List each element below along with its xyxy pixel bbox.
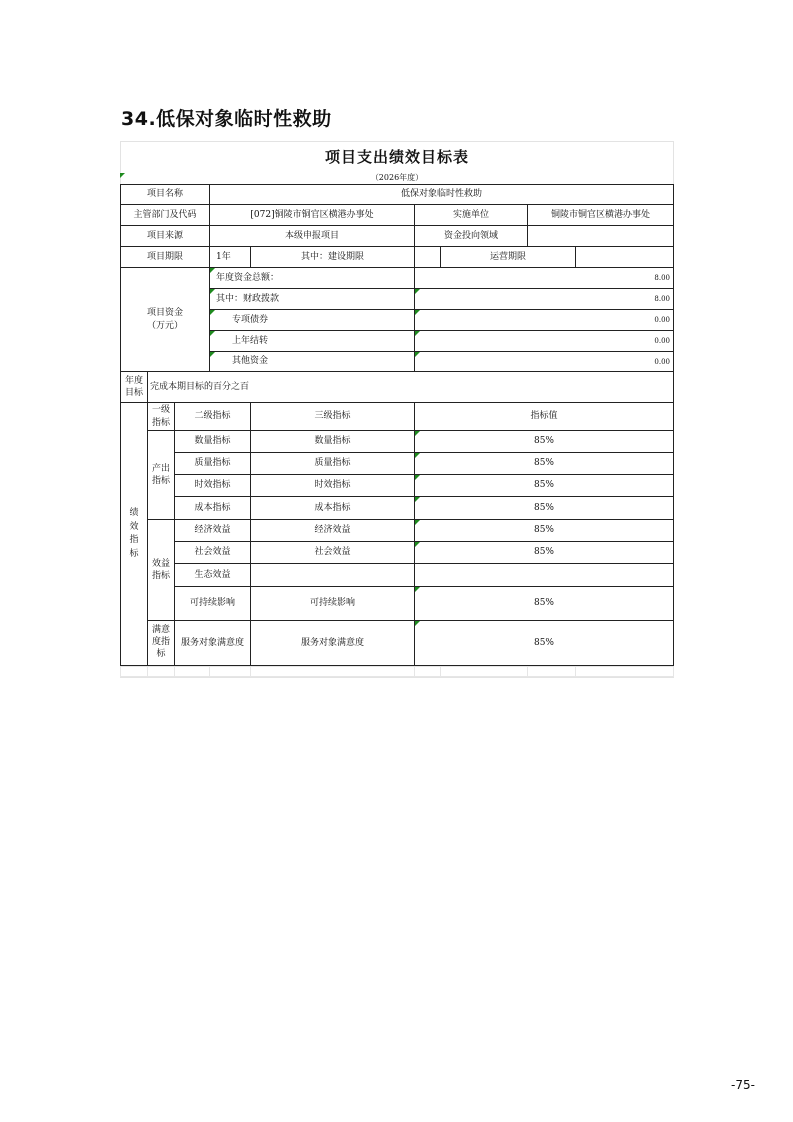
indicator-value: 85% (414, 430, 674, 453)
dept-label: 主管部门及代码 (120, 204, 210, 226)
funds-label-line1: 项目资金 (146, 308, 183, 319)
indicator-level2: 服务对象满意度 (174, 620, 251, 666)
indicator-level3: 可持续影响 (250, 586, 415, 621)
grid-cell (250, 666, 415, 677)
grid-cell (440, 666, 528, 677)
indicator-value: 85% (414, 586, 674, 621)
funds-label (120, 267, 210, 372)
year-label: （2026年度） (370, 173, 424, 182)
invest-area-value (527, 225, 674, 247)
output-indicator-group (147, 430, 175, 520)
indicator-value: 85% (414, 541, 674, 564)
output-label-1: 产出 (151, 463, 170, 474)
satisfaction-label-3: 标 (156, 648, 166, 659)
indicator-level2: 社会效益 (174, 541, 251, 564)
indicator-value: 85% (414, 474, 674, 497)
level1-header (147, 402, 175, 431)
grid-cell (174, 666, 210, 677)
level1-header-2: 指标 (151, 417, 170, 428)
satisfaction-indicator-group (147, 620, 175, 666)
indicator-level2: 可持续影响 (174, 586, 251, 621)
section-title: 34.低保对象临时性救助 (121, 108, 332, 130)
grid-cell (527, 666, 576, 677)
carryover-value: 0.00 (414, 330, 674, 352)
funds-label-line2: （万元） (146, 320, 183, 331)
period-value: 1年 (209, 246, 251, 268)
indicator-level3: 时效指标 (250, 474, 415, 497)
indicator-value: 85% (414, 496, 674, 520)
satisfaction-label-2: 度指 (151, 637, 170, 648)
indicator-value: 85% (414, 519, 674, 542)
indicator-level3 (250, 563, 415, 587)
build-period-value (414, 246, 441, 268)
dept-value: [072]铜陵市铜官区横港办事处 (209, 204, 415, 226)
perf-char-1: 绩 (129, 508, 139, 518)
benefit-indicator-group (147, 519, 175, 621)
indicator-level2: 质量指标 (174, 452, 251, 475)
grid-cell (209, 666, 251, 677)
special-bond-value: 0.00 (414, 309, 674, 331)
indicator-level3: 社会效益 (250, 541, 415, 564)
annual-goal-label (120, 371, 148, 403)
level3-header: 三级指标 (250, 402, 415, 431)
indicator-level3: 经济效益 (250, 519, 415, 542)
indicator-level2: 成本指标 (174, 496, 251, 520)
indicator-level3: 服务对象满意度 (250, 620, 415, 666)
annual-total-label: 年度资金总额： (209, 267, 415, 289)
impl-unit-value: 铜陵市铜官区横港办事处 (527, 204, 674, 226)
fiscal-label: 其中：财政拨款 (209, 288, 415, 310)
indicator-level3: 质量指标 (250, 452, 415, 475)
grid-cell (147, 666, 175, 677)
grid-cell (414, 666, 441, 677)
project-name-label: 项目名称 (120, 184, 210, 205)
project-name-value: 低保对象临时性救助 (209, 184, 674, 205)
level1-header-1: 一级 (151, 405, 170, 416)
perf-char-2: 效 (129, 521, 139, 532)
invest-area-label: 资金投向领域 (414, 225, 528, 247)
annual-goal-label-2: 目标 (124, 388, 143, 398)
impl-unit-label: 实施单位 (414, 204, 528, 226)
annual-total-value: 8.00 (414, 267, 674, 289)
annual-goal-label-1: 年度 (124, 375, 143, 386)
page-number: -75- (731, 1078, 755, 1092)
source-label: 项目来源 (120, 225, 210, 247)
perf-char-4: 标 (129, 548, 139, 559)
annual-goal-value: 完成本期目标的百分之百 (147, 371, 674, 403)
indicator-level3: 成本指标 (250, 496, 415, 520)
output-label-2: 指标 (151, 476, 170, 486)
indicator-value-header: 指标值 (414, 402, 674, 431)
level2-header: 二级指标 (174, 402, 251, 431)
indicator-level2: 数量指标 (174, 430, 251, 453)
grid-cell (120, 666, 148, 677)
benefit-label-1: 效益 (151, 558, 170, 569)
other-funds-value: 0.00 (414, 351, 674, 372)
perf-char-3: 指 (129, 535, 139, 545)
oper-period-value (575, 246, 674, 268)
perf-indicator-label (120, 402, 148, 666)
other-funds-label: 其他资金 (209, 351, 415, 372)
indicator-level2: 经济效益 (174, 519, 251, 542)
fiscal-value: 8.00 (414, 288, 674, 310)
source-value: 本级申报项目 (209, 225, 415, 247)
carryover-label: 上年结转 (209, 330, 415, 352)
indicator-level2: 生态效益 (174, 563, 251, 587)
indicator-value (414, 563, 674, 587)
special-bond-label: 专项债券 (209, 309, 415, 331)
oper-period-label: 运营期限 (440, 246, 576, 268)
table-title: 项目支出绩效目标表 (324, 148, 469, 166)
benefit-label-2: 指标 (151, 571, 170, 581)
indicator-level3: 数量指标 (250, 430, 415, 453)
grid-cell (575, 666, 674, 677)
indicator-level2: 时效指标 (174, 474, 251, 497)
satisfaction-label-1: 满意 (151, 625, 170, 636)
indicator-value: 85% (414, 620, 674, 666)
indicator-value: 85% (414, 452, 674, 475)
period-label: 项目期限 (120, 246, 210, 268)
build-period-label: 其中：建设期限 (250, 246, 415, 268)
